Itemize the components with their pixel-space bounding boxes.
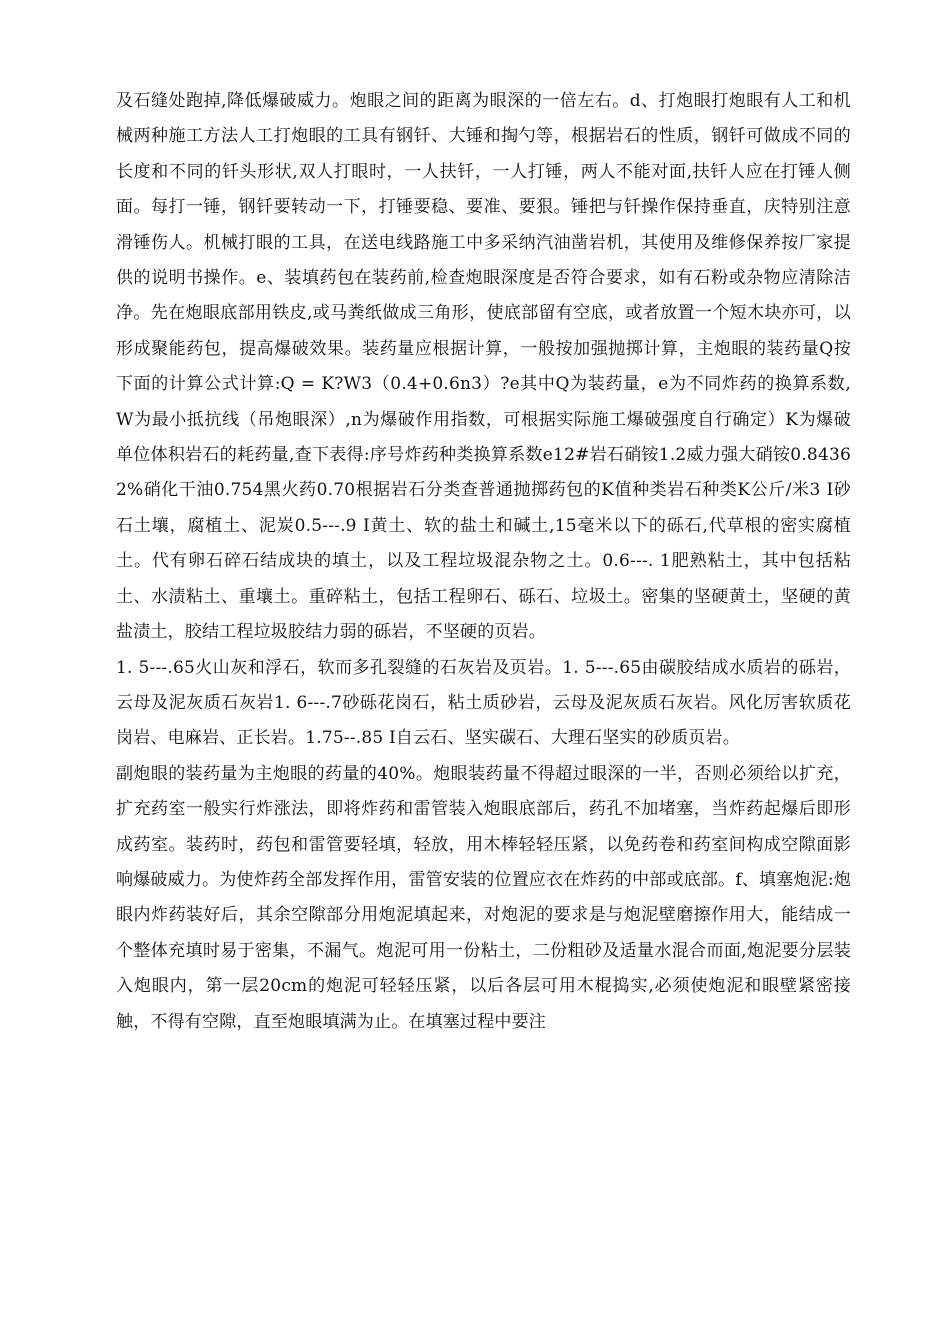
paragraph-secondary-charge: 副炮眼的装药量为主炮眼的药量的40%。炮眼装药量不得超过眼深的一半，否则必须给以扩充，扩充药室一般实行炸涨法，即将炸药和雷管装入炮眼底部后，药孔不加堵塞，当炸药起爆后即形成药室。装药时，药包和雷管要轻填，轻放，用木棒轻轻压紧，以免药卷和药室间构成空隙面影响爆破威力。为使炸药全部发挥作用，雷管安装的位置应衣在炸药的中部或底部。f、填塞炮泥:炮眼内炸药装好后，其余空隙部分用炮泥填起来，对炮泥的要求是与炮泥壁磨擦作用大，能结成一个整体充填时易于密集，不漏气。炮泥可用一份粘土，二份粗砂及适量水混合而面,炮泥要分层装入炮眼内，第一层20cm的炮泥可轻轻压紧，以后各层可用木棍捣实,必须使炮泥和眼壁紧密接触，不得有空隙，直至炮眼填满为止。在填塞过程中要注 <box>116 763 851 1032</box>
paragraph-blasting-procedure: 及石缝处跑掉,降低爆破威力。炮眼之间的距离为眼深的一倍左右。d、打炮眼打炮眼有人工和机械两种施工方法人工打炮眼的工具有钢钎、大锤和掏勺等，根据岩石的性质，钢钎可做成不同的长度和不同的钎头形状,双人打眼时，一人扶钎，一人打锤，两人不能对面,扶钎人应在打锤人侧面。每打一锤，钢钎要转动一下，打锤要稳、要准、要狠。锤把与钎操作保持垂直，庆特别注意滑锤伤人。机械打眼的工具，在送电线路施工中多采纳汽油凿岩机，其使用及维修保养按厂家提供的说明书操作。e、装填药包在装药前,检查炮眼深度是否符合要求，如有石粉或杂物应清除洁净。先在炮眼底部用铁皮,或马粪纸做成三角形，使底部留有空底，或者放置一个短木块亦可，以形成聚能药包，提高爆破效果。装药量应根据计算，一般按加强抛掷计算，主炮眼的装药量Q按下面的计算公式计算:Q = K?W3（0.4+0.6n3）?e其中Q为装药量，e为不同炸药的换算系数,W为最小抵抗线（吊炮眼深）,n为爆破作用指数，可根据实际施工爆破强度自行确定）K为爆破单位体积岩石的耗药量,查下表得:序号炸药种类换算系数e12#岩石硝铵1.2威力强大硝铵0.84362%硝化干油0.754黑火药0.70根据岩石分类查普通抛掷药包的K值种类岩石种类K公斤/米3 Ⅰ砂石土壤，腐植土、泥炭0.5---.9 Ⅰ黄土、软的盐土和碱土,15毫米以下的砾石,代草根的密实腐植土。代有卵石碎石结成块的填土，以及工程垃圾混杂物之土。0.6---. 1肥熟粘土，其中包括粘土、水渍粘土、重壤土。重碎粘土，包括工程卵石、砾石、垃圾土。密集的坚硬黄土，坚硬的黄盐渍土，胶结工程垃圾胶结力弱的砾岩，不坚硬的页岩。 <box>116 91 851 643</box>
document-body <box>116 84 851 1040</box>
paragraph-rock-classification: 1. 5---.65火山灰和浮石，软而多孔裂缝的石灰岩及页岩。1. 5---.65由碳胶结成水质岩的砾岩，云母及泥灰质石灰岩1. 6---.7砂砾花岗石，粘土质砂岩，云母及泥灰质石灰岩。风化厉害软质花岗岩、电麻岩、正长岩。1.75--.85 Ⅰ自云石、坚实碳石、大理石坚实的砂质页岩。 <box>116 657 851 749</box>
